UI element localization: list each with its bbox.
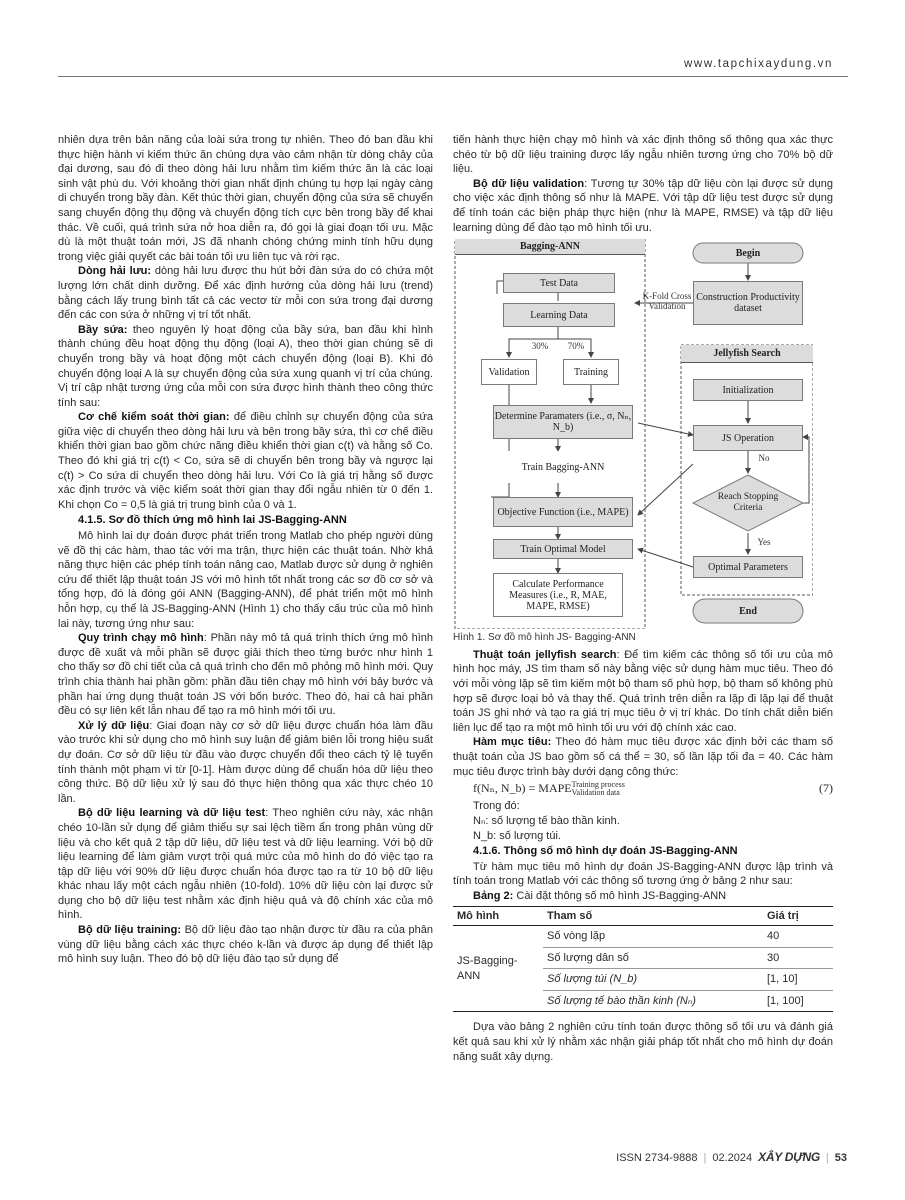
calculate-box: Calculate Performance Measures (i.e., R, MAE, MAPE, RMSE)	[493, 573, 623, 617]
bagging-title: Bagging-ANN	[455, 239, 645, 255]
term-label: Bộ dữ liệu learning và dữ liệu test	[78, 807, 266, 820]
term-label: Quy trình chạy mô hình	[78, 632, 204, 645]
term-label: Cơ chế kiểm soát thời gian:	[78, 411, 230, 424]
right-column	[453, 133, 833, 1064]
paragraph: Dựa vào bảng 2 nghiên cứu tính toán được thông số tối ưu và đánh giá kết quả sau khi xử lý nhằm xác nhận giải pháp tốt nhất cho mô hình dự đoán năng suất xây dựng.	[453, 1021, 833, 1063]
optimal-params-box: Optimal Parameters	[693, 556, 803, 578]
pct-30: 30%	[531, 341, 549, 352]
test-data-box: Test Data	[503, 273, 615, 293]
formula-7: f(Nₙ, N_b) = MAPE Training process Validation data (7)	[473, 780, 833, 798]
term-label: Bộ dữ liệu validation	[473, 177, 585, 190]
train-optimal-box: Train Optimal Model	[493, 539, 633, 559]
paragraph: tiến hành thực hiện chạy mô hình và xác định thông số thông qua xác thực chéo từ bộ dữ liệu training được lấy ngẫu nhiên tương ứng cho 70% bộ dữ liệu.	[453, 134, 833, 176]
paragraph: Bộ dữ liệu validation: Tương tự 30% tập dữ liệu còn lại được sử dụng cho việc xác định thông số như là MAPE. Với tập dữ liệu test được sử dụng để tính toán các biện pháp thực hiện (như là MAPE, RMSE) và tập dữ liệu learning dùng để đào tạo mô hình tối ưu.	[453, 177, 833, 234]
paragraph: Xử lý dữ liệu: Giai đoạn này cơ sở dữ liệu được chuẩn hóa làm đầu vào trước khi sử dụng cho mô hình suy luận để giảm biên lỗi trong hiệu suất dự đoán. Cơ sở dữ liệu từ đầu vào được chuyển đổi theo cách tỷ lệ tuyến tính thành một phạm vi từ [0-1]. Hàm được dùng để chuẩn hóa dữ liệu theo công thức. Bộ dữ liệu xử lý sau đó thực hiện thông qua xác thực chéo 10 lần.	[58, 719, 434, 805]
term-label: Bộ dữ liệu training:	[78, 924, 182, 937]
yes-label: Yes	[757, 537, 771, 548]
where-item: Nₙ: số lượng tế bào thần kinh.	[473, 814, 620, 827]
issue: 02.2024	[712, 1152, 753, 1164]
where-item: N_b: số lượng túi.	[473, 829, 561, 842]
validation-box: Validation	[481, 359, 537, 385]
objective-box: Objective Function (i.e., MAPE)	[493, 497, 633, 527]
paragraph: Quy trình chạy mô hình: Phần này mô tả quá trình thích ứng mô hình được đề xuất và mỗi phần sẽ được giải thích theo từng bước như hình 1 cho thấy sơ đồ chi tiết của cả quá trình cho đến mô phỏng mô hình mới. Quy trình chia thành hai phần gồm: phần đầu tiên chạy mô hình với bảy bước và phần hai ứng dụng thuật toán JS với bốn bước. Theo đó, hai cả hai phần đều có sự liên kết lẫn nhau để tạo ra mô hình mới tối ưu.	[58, 632, 434, 718]
table-header: Giá trị	[763, 906, 833, 926]
train-box: Train Bagging-ANN	[493, 451, 633, 483]
table-row: Số lượng túi (N_b) [1, 10]	[453, 969, 833, 991]
where-text: Trong đó:	[473, 800, 520, 813]
no-label: No	[758, 453, 770, 464]
term-label: Hàm mục tiêu:	[473, 736, 552, 749]
kfold-label: K-Fold Cross Validation	[642, 291, 692, 312]
term-label: Bầy sứa:	[78, 323, 128, 336]
table-row: Số lượng tế bào thần kinh (Nₙ) [1, 100]	[453, 990, 833, 1012]
model-cell: JS-Bagging-ANN	[453, 926, 543, 1012]
paragraph: Bộ dữ liệu learning và dữ liệu test: Theo nghiên cứu này, xác nhận chéo 10-lần sử dụng để giảm thiểu sự sai lệch tiềm ẩn trong phân vùng dữ liệu và cho kết quả 2 tập dữ liệu, dữ liệu test và dữ liệu learning. Với bộ dữ liệu learning để làm giảm vượt trội quá mức của mô hình do đó việc tạo ra tập dữ liệu với 90% dữ liệu được chuẩn hóa được tạo ra từ 10 bộ dữ liệu khác nhau lấy một cách ngẫu nhiên (10-fold). 10% dữ liệu còn lại được sử dụng cho bộ dữ liệu test nhằm xác định hiệu quả và độ chính xác của mô hình.	[58, 807, 433, 922]
paragraph: nhiên dựa trên bản năng của loài sứa trong tự nhiên. Theo đó ban đầu khi thực hiện hành vi kiếm thức ăn chúng dựa vào cảm nhận từ dòng chảy của đại dương, sau đó đi theo dòng hải lưu nhằm tìm kiếm thức ăn là các loại sinh vật phù du. Với khoảng thời gian nhất định chúng tụ hợp lại ngày càng di chuyển trong bầy đàn. Kết thúc thời gian, chuyển động của sứa sẽ chuyển sang chuyển động thụ động và chuyển động tích cực bên trong bầy để khai thác. Về cuối, quá trình sứa nở hoa diễn ra, đó gọi là giai đoạn tối ưu. Mặc dù là một thuật toán mới, JS đã nhanh chóng chứng minh tính hữu dụng trong việc giải quyết các bài toán tối ưu liên tục và rời rạc.	[58, 134, 433, 263]
paragraph: Bộ dữ liệu training: Bộ dữ liệu đào tạo nhận được từ đầu ra của phân vùng dữ liệu bằng cách xác thực chéo k-lần và được áp dụng để thiết lập mô hình suy luận. Theo đó bộ dữ liệu đào tạo sử dụng để	[58, 924, 433, 966]
term-label: Thuật toán jellyfish search	[473, 648, 617, 661]
paragraph: Dòng hải lưu: dòng hải lưu được thu hút bởi đàn sứa do có chứa một lượng lớn chất dinh dưỡng. Để xác định hướng của dòng hải lưu (trend) bằng cách lấy trung bình tất cả các vectơ từ mỗi con sứa trong đại dương đến các con sứa ở những vị trí tốt nhất.	[58, 265, 433, 322]
section-heading: 4.1.5. Sơ đồ thích ứng mô hình lai JS-Bagging-ANN	[78, 514, 347, 527]
dataset-box: Construction Productivity dataset	[693, 281, 803, 325]
paragraph: Mô hình lai dự đoán được phát triển trong Matlab cho phép người dùng vẽ đồ thị các hàm, thao tác với ma trận, thực hiện các thuật toán. Nhờ khả năng thực hiện các phép tính toán nâng cao, Matlab được sử dụng ở nghiên cứu để thiết lập thuật toán JS với mô hình tốt nhất trong các sơ đồ cơ sở và tổng hợp, đó là đóng gói ANN (Bagging-ANN), để phát triển một mô hình hỗn hợp, cụ thể là JS-Bagging-ANN (Hình 1) cho thấy cấu trúc của mô hình lai này, tương ứng như sau:	[58, 530, 433, 630]
paragraph: Hàm mục tiêu: Theo đó hàm mục tiêu được xác định bởi các tham số thuật toán của JS bao gồm số cá thể = 30, số lần lặp tối đa = 40. Các hàm mục tiêu được trình bày dưới dạng công thức:	[453, 736, 833, 778]
paragraph: Từ hàm mục tiêu mô hình dự đoán JS-Bagging-ANN được lập trình và tính toán trong Matlab với các thông số tương ứng ở bảng 2 như sau:	[453, 860, 833, 888]
issn: ISSN 2734-9888	[616, 1152, 698, 1164]
term-label: Dòng hải lưu:	[78, 265, 152, 278]
header-rule	[58, 76, 848, 77]
reach-criteria-diamond: Reach Stopping Criteria	[717, 492, 779, 514]
table-row: JS-Bagging-ANN Số vòng lặp 40	[453, 926, 833, 948]
table-header: Tham số	[543, 906, 763, 926]
js-title: Jellyfish Search	[681, 345, 813, 363]
flowchart-figure	[453, 239, 813, 629]
training-box: Training	[563, 359, 619, 385]
table-header: Mô hình	[453, 906, 543, 926]
initialization-box: Initialization	[693, 379, 803, 401]
parameter-table	[453, 906, 833, 1013]
page-number: 53	[834, 1152, 847, 1164]
journal-logo: XÂY DỰNG	[758, 1150, 820, 1164]
figure-caption: Hình 1. Sơ đồ mô hình JS- Bagging-ANN	[453, 632, 636, 644]
section-heading: 4.1.6. Thông số mô hình dự đoán JS-Bagging-ANN	[473, 845, 738, 858]
js-operation-box: JS Operation	[693, 425, 803, 451]
paragraph: Bầy sứa: theo nguyên lý hoạt động của bầy sứa, ban đầu khi hình thành chúng đều hoạt động thụ động (loại A), theo thời gian chúng sẽ di chuyển trong bầy và hoạt động một cách chuyển động (loại B). Khi đó chuyển động loại A là sự chuyển động của sứa xung quanh vị trí của chúng. Vị trí cập nhật tương ứng của mỗi con sứa được hình thành theo công thức tính sau:	[58, 323, 433, 409]
paragraph: Cơ chế kiểm soát thời gian: để điều chỉnh sự chuyển động của sứa giữa việc di chuyển theo dòng hải lưu và bên trong bầy sứa, thì cơ chế điều khiển thời gian bao gồm chức năng điều khiển thời gian c(t) và hằng số Co. Theo đó khi giá trị c(t) < Co, sứa sẽ di chuyển bên trong bầy và ngược lại c(t) > Co sứa di chuyển theo dòng hải lưu. Với Co là giá trị hằng số được xác định trước và việc kiểm soát thời gian thay đổi ngẫu nhiên từ 0 đến 1. Khi chọn Co = 0,5 là giá trị trung bình của 0 và 1.	[58, 411, 433, 511]
site-url[interactable]: www.tapchixaydung.vn	[684, 58, 833, 70]
term-label: Xử lý dữ liệu	[78, 719, 150, 732]
determine-box: Determine Paramaters (i.e., σ, Nₙ, N_b)	[493, 405, 633, 439]
table-row: Số lượng dân số 30	[453, 947, 833, 969]
pct-70: 70%	[567, 341, 585, 352]
begin-node: Begin	[735, 247, 761, 259]
left-column	[58, 133, 433, 967]
paragraph: Thuật toán jellyfish search: Để tìm kiếm các thông số tối ưu của mô hình học máy, JS tìm tham số này bằng việc sử dụng hàm mục tiêu. Theo đó với mỗi vòng lặp sẽ tìm kiếm một bộ tham số phù hợp, bộ tham số không phù hợp sẽ được loại bỏ và thay thế. Quá trình trên diễn ra lặp đi lặp lại để thuật toán JS ghi nhớ và tạo ra giá trị mục tiêu ở vị trí khác. Do tính chất diễn biến liên lục để tạo ra một mô hình tối ưu với độ chính xác cao.	[453, 648, 833, 734]
page-footer: ISSN 2734-9888 | 02.2024 XÂY DỰNG | 53	[616, 1150, 847, 1164]
equation-number: (7)	[819, 781, 833, 796]
end-node: End	[739, 605, 757, 617]
table-caption: Bảng 2: Cài đặt thông số mô hình JS-Bagging-ANN	[473, 889, 727, 902]
learning-data-box: Learning Data	[503, 303, 615, 327]
